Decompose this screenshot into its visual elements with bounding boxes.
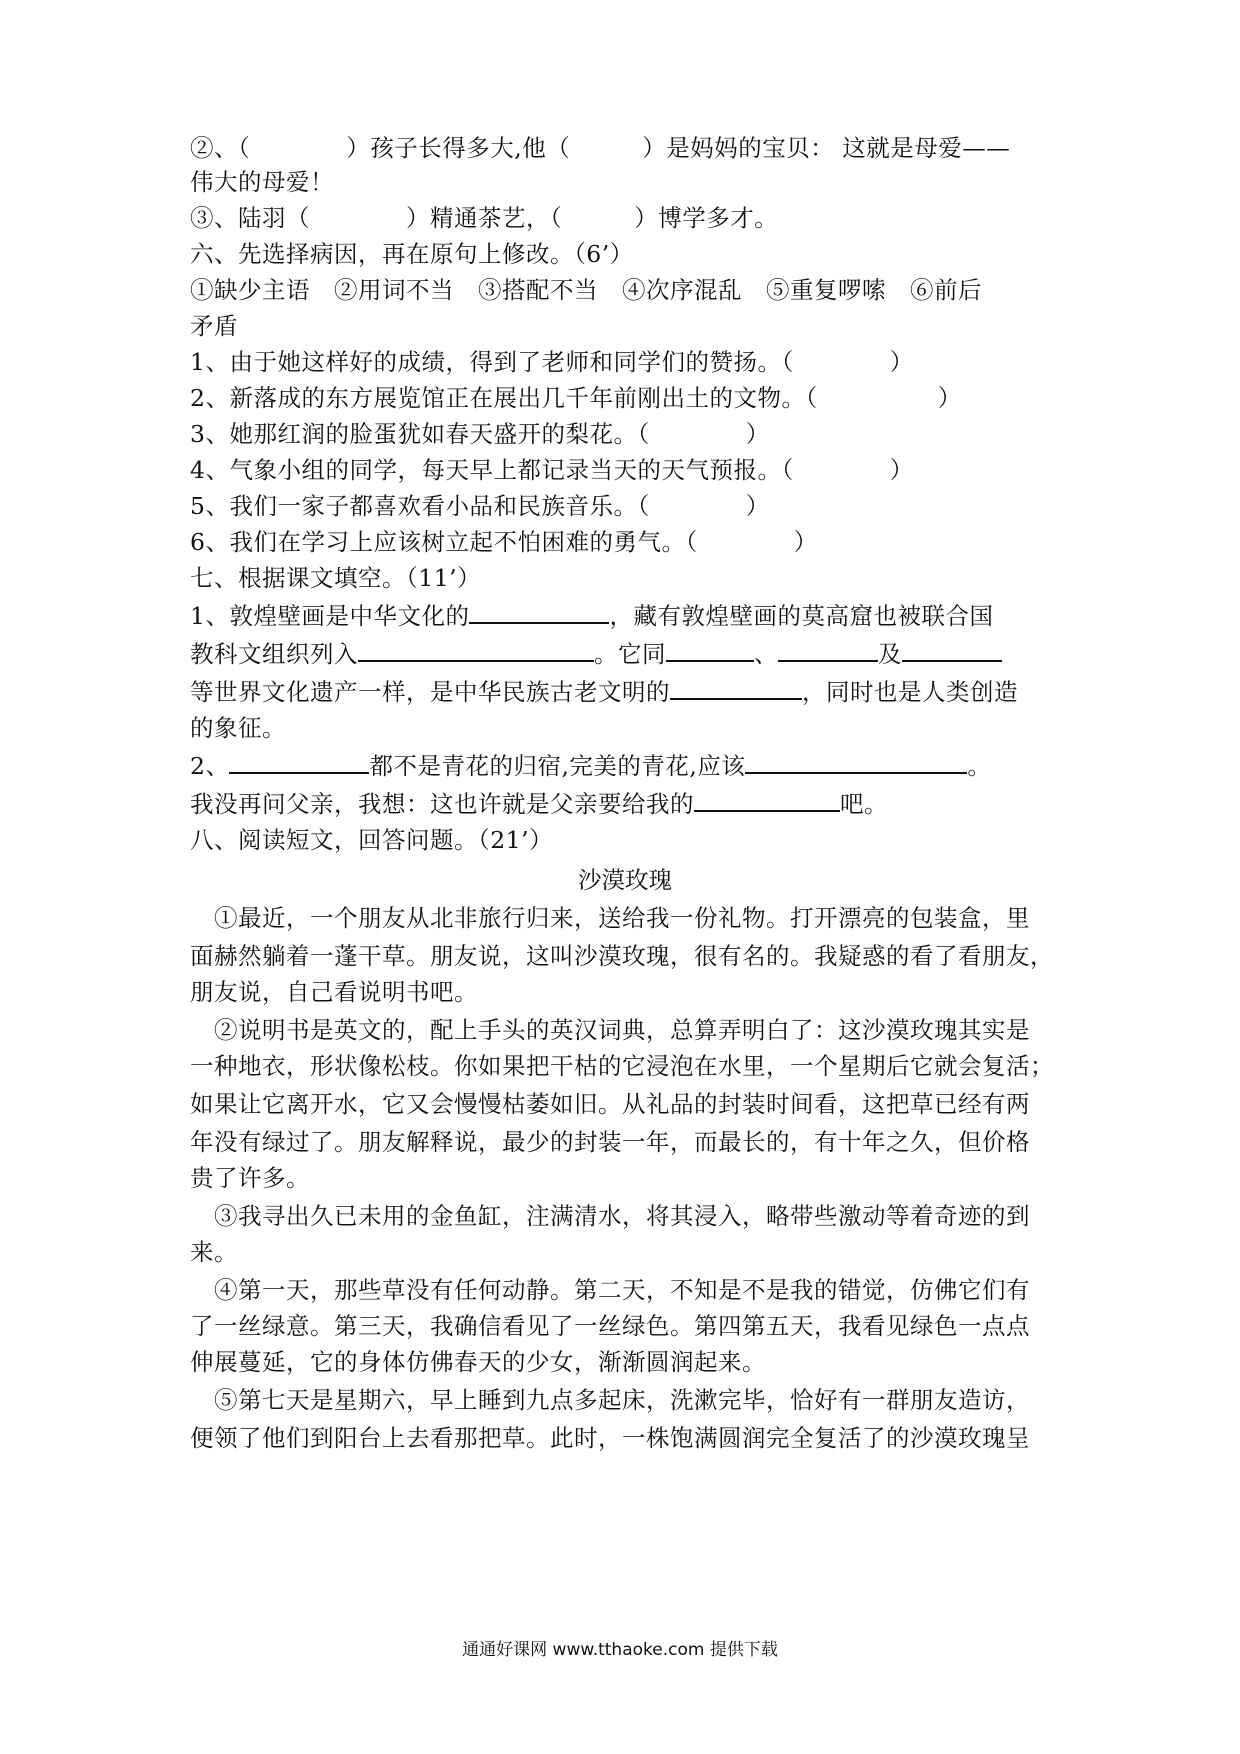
passage-line: ③我寻出久已未用的金鱼缸，注满清水，将其浸入，略带些激动等着奇迹的到	[190, 1202, 1030, 1230]
passage-line: ①最近，一个朋友从北非旅行归来，送给我一份礼物。打开漂亮的包装盒，里	[190, 904, 1030, 932]
text-segment: ，同时也是人类创造	[802, 678, 1018, 706]
section-6-item-6: 6、我们在学习上应该树立起不怕困难的勇气。（ ）	[190, 528, 818, 556]
passage-line: 伸展蔓延，它的身体仿佛春天的少女，渐渐圆润起来。	[190, 1348, 766, 1376]
text-segment: 教科文组织列入	[190, 640, 358, 668]
section-6-item-2: 2、新落成的东方展览馆正在展出几千年前刚出土的文物。（ ）	[190, 384, 962, 412]
fill-blank[interactable]	[694, 784, 840, 812]
section-6-options-line-2: 矛盾	[190, 312, 238, 340]
section-7-q1-line-3	[190, 672, 1060, 712]
fill-blank[interactable]	[902, 634, 1002, 662]
q5-item-3: ③、陆羽（ ）精通茶艺，（ ）博学多才。	[190, 204, 779, 232]
section-7-q1-line-2	[190, 634, 1060, 674]
section-6-item-4: 4、气象小组的同学，每天早上都记录当天的天气预报。（ ）	[190, 456, 914, 484]
passage-line: 面赫然躺着一蓬干草。朋友说，这叫沙漠玫瑰，很有名的。我疑惑的看了看朋友，	[190, 942, 1054, 970]
passage-line: 便领了他们到阳台上去看那把草。此时，一株饱满圆润完全复活了的沙漠玫瑰呈	[190, 1424, 1030, 1452]
passage-line: 来。	[190, 1238, 238, 1266]
passage-line: 如果让它离开水，它又会慢慢枯萎如旧。从礼品的封装时间看，这把草已经有两	[190, 1090, 1030, 1118]
fill-blank[interactable]	[778, 634, 878, 662]
section-7-heading: 七、根据课文填空。（11’）	[190, 564, 482, 592]
fill-blank[interactable]	[229, 746, 369, 774]
passage-line: 年没有绿过了。朋友解释说，最少的封装一年，而最长的，有十年之久，但价格	[190, 1128, 1030, 1156]
text-segment: 等世界文化遗产一样，是中华民族古老文明的	[190, 678, 670, 706]
section-7-q1-line-4: 的象征。	[190, 714, 286, 742]
passage-title: 沙漠玫瑰	[578, 866, 672, 894]
fill-blank[interactable]	[670, 672, 802, 700]
passage-line: ⑤第七天是星期六，早上睡到九点多起床，洗漱完毕，恰好有一群朋友造访，	[190, 1386, 1030, 1414]
text-segment: 我没再问父亲，我想：这也许就是父亲要给我的	[190, 790, 694, 818]
section-7-q2-line-1	[190, 746, 1060, 786]
text-segment: 都不是青花的归宿,完美的青花,应该	[369, 752, 746, 780]
page-footer: 通通好课网 www.tthaoke.com 提供下载	[462, 1640, 778, 1660]
text-segment: 2、	[190, 752, 230, 780]
fill-blank[interactable]	[745, 746, 967, 774]
q5-item-2-line-2: 伟大的母爱！	[190, 168, 334, 196]
text-segment: 吧。	[840, 790, 888, 818]
passage-line: 了一丝绿意。第三天，我确信看见了一丝绿色。第四第五天，我看见绿色一点点	[190, 1312, 1030, 1340]
passage-line: ②说明书是英文的，配上手头的英汉词典，总算弄明白了：这沙漠玫瑰其实是	[190, 1016, 1030, 1044]
section-6-options-line-1: ①缺少主语 ②用词不当 ③搭配不当 ④次序混乱 ⑤重复啰嗦 ⑥前后	[190, 276, 982, 304]
fill-blank[interactable]	[469, 596, 609, 624]
section-6-heading: 六、先选择病因，再在原句上修改。（6’）	[190, 240, 634, 268]
text-segment: 。它同	[594, 640, 666, 668]
text-segment: 、	[754, 640, 778, 668]
text-segment: 及	[878, 640, 902, 668]
q5-item-2-line-1: ②、（ ）孩子长得多大,他（ ）是妈妈的宝贝： 这就是母爱——	[190, 134, 1011, 162]
text-segment: 1、敦煌壁画是中华文化的	[190, 602, 470, 630]
section-8-heading: 八、阅读短文，回答问题。（21’）	[190, 826, 554, 854]
passage-line: 一种地衣，形状像松枝。你如果把干枯的它浸泡在水里，一个星期后它就会复活；	[190, 1052, 1054, 1080]
text-segment: 。	[967, 752, 992, 780]
section-6-item-1: 1、由于她这样好的成绩，得到了老师和同学们的赞扬。（ ）	[190, 348, 914, 376]
section-7-q1-line-1	[190, 596, 1060, 636]
section-7-q2-line-2	[190, 784, 1060, 824]
section-6-item-5: 5、我们一家子都喜欢看小品和民族音乐。（ ）	[190, 492, 770, 520]
text-segment: ，藏有敦煌壁画的莫高窟也被联合国	[609, 602, 994, 630]
section-6-item-3: 3、她那红润的脸蛋犹如春天盛开的梨花。（ ）	[190, 420, 770, 448]
passage-line: ④第一天，那些草没有任何动静。第二天，不知是不是我的错觉，仿佛它们有	[190, 1276, 1030, 1304]
fill-blank[interactable]	[666, 634, 754, 662]
fill-blank[interactable]	[358, 634, 594, 662]
passage-line: 朋友说，自己看说明书吧。	[190, 978, 478, 1006]
passage-line: 贵了许多。	[190, 1164, 310, 1192]
